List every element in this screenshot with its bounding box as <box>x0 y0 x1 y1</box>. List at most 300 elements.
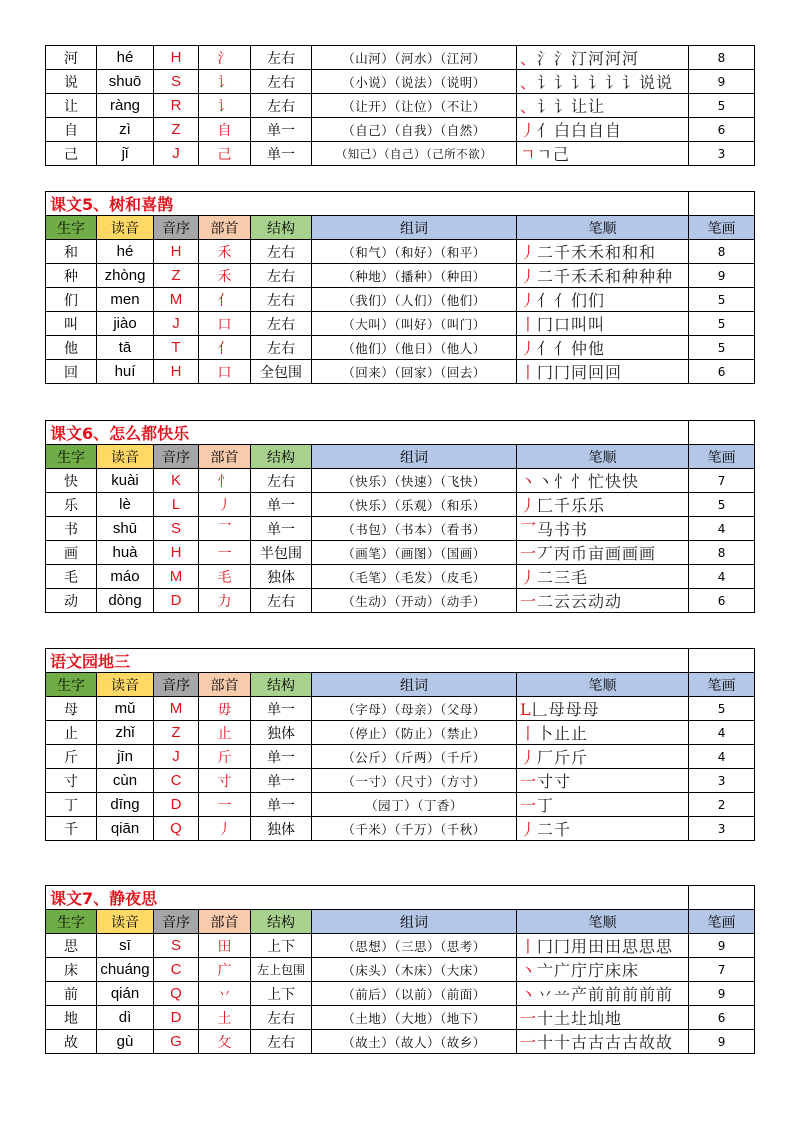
stroke-count-cell: 4 <box>689 517 755 541</box>
remaining-strokes: 马书书 <box>537 520 589 539</box>
pinyin-cell: gù <box>97 1030 154 1054</box>
char-cell: 寸 <box>46 769 97 793</box>
table-row <box>46 697 755 721</box>
initial-cell: Q <box>154 817 199 841</box>
char-cell: 床 <box>46 958 97 982</box>
stroke-order-cell <box>517 769 689 793</box>
radical-cell: 禾 <box>199 264 251 288</box>
initial-cell: T <box>154 336 199 360</box>
stroke-order-cell <box>517 793 689 817</box>
radical-cell: 丿 <box>199 817 251 841</box>
structure-cell: 左右 <box>251 589 312 613</box>
stroke-order-cell <box>517 288 689 312</box>
header-radical: 部首 <box>199 673 251 697</box>
words-cell: （山河）（河水）（江河） <box>312 46 517 70</box>
initial-cell: Z <box>154 118 199 142</box>
stroke-count-cell: 4 <box>689 745 755 769</box>
remaining-strokes: 二三毛 <box>537 568 589 587</box>
initial-cell: K <box>154 469 199 493</box>
initial-cell: H <box>154 46 199 70</box>
table-row <box>46 541 755 565</box>
structure-cell: 左右 <box>251 70 312 94</box>
first-stroke: 丿 <box>520 243 538 262</box>
first-stroke: 丿 <box>520 748 538 767</box>
char-cell: 丁 <box>46 793 97 817</box>
initial-cell: H <box>154 541 199 565</box>
first-stroke: 丶 <box>520 985 538 1004</box>
pinyin-cell: zhòng <box>97 264 154 288</box>
first-stroke: 丨 <box>520 724 538 743</box>
header-row <box>46 216 755 240</box>
pinyin-cell: shū <box>97 517 154 541</box>
first-stroke: 一 <box>520 1009 538 1028</box>
pinyin-cell: huí <box>97 360 154 384</box>
section-table-lesson7 <box>45 885 755 1054</box>
words-cell: （停止）（防止）（禁止） <box>312 721 517 745</box>
header-row <box>46 445 755 469</box>
pinyin-cell: men <box>97 288 154 312</box>
stroke-count-cell: 8 <box>689 46 755 70</box>
first-stroke: 一 <box>520 544 538 563</box>
header-words: 组词 <box>312 673 517 697</box>
words-cell: （书包）（书本）（看书） <box>312 517 517 541</box>
first-stroke: 、 <box>520 73 538 92</box>
char-cell: 乐 <box>46 493 97 517</box>
remaining-strokes: 二千禾禾和种种种 <box>537 267 674 286</box>
stroke-count-cell: 5 <box>689 288 755 312</box>
char-cell: 们 <box>46 288 97 312</box>
stroke-order-cell <box>517 817 689 841</box>
char-cell: 画 <box>46 541 97 565</box>
stroke-order-cell <box>517 934 689 958</box>
header-initial: 音序 <box>154 216 199 240</box>
header-pinyin: 读音 <box>97 445 154 469</box>
char-cell: 让 <box>46 94 97 118</box>
header-pinyin: 读音 <box>97 910 154 934</box>
header-pinyin: 读音 <box>97 216 154 240</box>
remaining-strokes: 二千 <box>537 820 572 839</box>
radical-cell: 土 <box>199 1006 251 1030</box>
initial-cell: J <box>154 142 199 166</box>
pinyin-cell: jǐ <box>97 142 154 166</box>
remaining-strokes: 二云云动动 <box>537 592 623 611</box>
initial-cell: Z <box>154 264 199 288</box>
words-cell: （故土）（故人）（故乡） <box>312 1030 517 1054</box>
char-cell: 自 <box>46 118 97 142</box>
stroke-order-cell <box>517 142 689 166</box>
pinyin-cell: dòng <box>97 589 154 613</box>
structure-cell: 单一 <box>251 517 312 541</box>
structure-cell: 单一 <box>251 793 312 817</box>
title-blank-cell <box>689 421 755 445</box>
header-char: 生字 <box>46 673 97 697</box>
structure-cell: 上下 <box>251 982 312 1006</box>
stroke-count-cell: 5 <box>689 493 755 517</box>
structure-cell: 左右 <box>251 46 312 70</box>
stroke-count-cell: 5 <box>689 336 755 360</box>
remaining-strokes: 十土圵圸地 <box>537 1009 623 1028</box>
structure-cell: 左右 <box>251 312 312 336</box>
pinyin-cell: qiān <box>97 817 154 841</box>
remaining-strokes: 氵氵汀河河河 <box>537 49 640 68</box>
first-stroke: 丿 <box>520 121 538 140</box>
table-row <box>46 565 755 589</box>
remaining-strokes: 卜止止 <box>537 724 589 743</box>
radical-cell: 毛 <box>199 565 251 589</box>
remaining-strokes: 𠃊母母母 <box>531 700 600 719</box>
stroke-count-cell: 4 <box>689 721 755 745</box>
title-blank-cell <box>689 649 755 673</box>
initial-cell: C <box>154 958 199 982</box>
words-cell: （种地）（播种）（种田） <box>312 264 517 288</box>
table-row <box>46 312 755 336</box>
table-row <box>46 70 755 94</box>
initial-cell: J <box>154 745 199 769</box>
remaining-strokes: 讠讠讠讠讠讠说说 <box>537 73 674 92</box>
first-stroke: 一 <box>520 1033 538 1052</box>
stroke-order-cell <box>517 745 689 769</box>
stroke-order-cell <box>517 336 689 360</box>
header-initial: 音序 <box>154 673 199 697</box>
initial-cell: M <box>154 697 199 721</box>
table-row <box>46 469 755 493</box>
header-words: 组词 <box>312 445 517 469</box>
structure-cell: 全包围 <box>251 360 312 384</box>
radical-cell: 一 <box>199 541 251 565</box>
stroke-order-cell <box>517 541 689 565</box>
char-cell: 前 <box>46 982 97 1006</box>
table-row <box>46 264 755 288</box>
stroke-order-cell <box>517 493 689 517</box>
stroke-order-cell <box>517 589 689 613</box>
stroke-count-cell: 8 <box>689 541 755 565</box>
header-words: 组词 <box>312 216 517 240</box>
radical-cell: 讠 <box>199 70 251 94</box>
header-stroke-count: 笔画 <box>689 216 755 240</box>
header-structure: 结构 <box>251 216 312 240</box>
words-cell: （我们）（人们）（他们） <box>312 288 517 312</box>
structure-cell: 独体 <box>251 565 312 589</box>
words-cell: （公斤）（斤两）（千斤） <box>312 745 517 769</box>
radical-cell: 广 <box>199 958 251 982</box>
table-row <box>46 493 755 517</box>
first-stroke: 乛 <box>520 520 538 539</box>
first-stroke: 丨 <box>520 937 538 956</box>
stroke-order-cell <box>517 46 689 70</box>
radical-cell: 丷 <box>199 982 251 1006</box>
initial-cell: G <box>154 1030 199 1054</box>
pinyin-cell: huà <box>97 541 154 565</box>
stroke-count-cell: 6 <box>689 118 755 142</box>
remaining-strokes: ㄱ己 <box>536 145 570 164</box>
stroke-order-cell <box>517 94 689 118</box>
table-row <box>46 1006 755 1030</box>
header-stroke-count: 笔画 <box>689 445 755 469</box>
stroke-count-cell: 6 <box>689 1006 755 1030</box>
table-top <box>45 45 755 166</box>
stroke-count-cell: 8 <box>689 240 755 264</box>
initial-cell: M <box>154 288 199 312</box>
words-cell: （知己）（自己）（己所不欲） <box>312 142 517 166</box>
table-row <box>46 745 755 769</box>
remaining-strokes: 丷䒑产前前前前前 <box>537 985 674 1004</box>
header-stroke-order: 笔顺 <box>517 445 689 469</box>
first-stroke: ㄱ <box>520 145 537 164</box>
structure-cell: 单一 <box>251 769 312 793</box>
radical-cell: 力 <box>199 589 251 613</box>
stroke-order-cell <box>517 240 689 264</box>
pinyin-cell: ràng <box>97 94 154 118</box>
header-initial: 音序 <box>154 445 199 469</box>
table-row <box>46 517 755 541</box>
header-structure: 结构 <box>251 673 312 697</box>
words-cell: （前后）（以前）（前面） <box>312 982 517 1006</box>
stroke-order-cell <box>517 517 689 541</box>
first-stroke: 丶 <box>520 961 538 980</box>
radical-cell: 忄 <box>199 469 251 493</box>
words-cell: （和气）（和好）（和平） <box>312 240 517 264</box>
stroke-order-cell <box>517 565 689 589</box>
char-cell: 河 <box>46 46 97 70</box>
pinyin-cell: shuō <box>97 70 154 94</box>
stroke-count-cell: 6 <box>689 360 755 384</box>
table-row <box>46 288 755 312</box>
remaining-strokes: 冂口叫叫 <box>537 315 606 334</box>
first-stroke: 丨 <box>520 363 538 382</box>
pinyin-cell: tā <box>97 336 154 360</box>
structure-cell: 左右 <box>251 240 312 264</box>
words-cell: （他们）（他日）（他人） <box>312 336 517 360</box>
pinyin-cell: zhǐ <box>97 721 154 745</box>
stroke-order-cell <box>517 469 689 493</box>
pinyin-cell: kuài <box>97 469 154 493</box>
words-cell: （回来）（回家）（回去） <box>312 360 517 384</box>
header-pinyin: 读音 <box>97 673 154 697</box>
stroke-count-cell: 5 <box>689 94 755 118</box>
initial-cell: D <box>154 793 199 817</box>
radical-cell: 丿 <box>199 493 251 517</box>
header-radical: 部首 <box>199 910 251 934</box>
stroke-count-cell: 4 <box>689 565 755 589</box>
char-cell: 和 <box>46 240 97 264</box>
structure-cell: 半包围 <box>251 541 312 565</box>
table-row <box>46 240 755 264</box>
stroke-order-cell <box>517 312 689 336</box>
structure-cell: 左右 <box>251 336 312 360</box>
section-title-row <box>46 649 755 673</box>
remaining-strokes: 匚千乐乐 <box>537 496 606 515</box>
pinyin-cell: dīng <box>97 793 154 817</box>
table-row <box>46 769 755 793</box>
pinyin-cell: hé <box>97 46 154 70</box>
stroke-order-cell <box>517 1030 689 1054</box>
header-radical: 部首 <box>199 216 251 240</box>
table-row <box>46 336 755 360</box>
radical-cell: 田 <box>199 934 251 958</box>
words-cell: （快乐）（乐观）（和乐） <box>312 493 517 517</box>
first-stroke: 、 <box>520 49 538 68</box>
header-char: 生字 <box>46 910 97 934</box>
radical-cell: 亻 <box>199 288 251 312</box>
header-words: 组词 <box>312 910 517 934</box>
remaining-strokes: 亠广庁庁床床 <box>537 961 640 980</box>
header-stroke-count: 笔画 <box>689 910 755 934</box>
remaining-strokes: 丆丙币亩画画画 <box>537 544 657 563</box>
pinyin-cell: jiào <box>97 312 154 336</box>
words-cell: （大叫）（叫好）（叫门） <box>312 312 517 336</box>
remaining-strokes: 厂斤斤 <box>537 748 589 767</box>
radical-cell: 己 <box>199 142 251 166</box>
radical-cell: 寸 <box>199 769 251 793</box>
initial-cell: R <box>154 94 199 118</box>
initial-cell: M <box>154 565 199 589</box>
table-row <box>46 934 755 958</box>
header-structure: 结构 <box>251 910 312 934</box>
remaining-strokes: 亻白白自自 <box>537 121 623 140</box>
char-cell: 回 <box>46 360 97 384</box>
stroke-count-cell: 9 <box>689 264 755 288</box>
char-cell: 种 <box>46 264 97 288</box>
char-cell: 毛 <box>46 565 97 589</box>
title-blank-cell <box>689 886 755 910</box>
char-cell: 故 <box>46 1030 97 1054</box>
stroke-count-cell: 5 <box>689 312 755 336</box>
char-cell: 叫 <box>46 312 97 336</box>
pinyin-cell: cùn <box>97 769 154 793</box>
section-title-row <box>46 421 755 445</box>
radical-cell: 止 <box>199 721 251 745</box>
stroke-count-cell: 9 <box>689 1030 755 1054</box>
stroke-count-cell: 9 <box>689 70 755 94</box>
header-char: 生字 <box>46 445 97 469</box>
radical-cell: 亻 <box>199 336 251 360</box>
char-cell: 他 <box>46 336 97 360</box>
initial-cell: S <box>154 934 199 958</box>
radical-cell: 禾 <box>199 240 251 264</box>
remaining-strokes: 十十古古古古故故 <box>537 1033 674 1052</box>
char-cell: 动 <box>46 589 97 613</box>
char-cell: 母 <box>46 697 97 721</box>
words-cell: （一寸）（尺寸）（方寸） <box>312 769 517 793</box>
initial-cell: Q <box>154 982 199 1006</box>
stroke-order-cell <box>517 982 689 1006</box>
header-row <box>46 910 755 934</box>
header-radical: 部首 <box>199 445 251 469</box>
char-cell: 己 <box>46 142 97 166</box>
pinyin-cell: chuáng <box>97 958 154 982</box>
first-stroke: 丨 <box>520 315 538 334</box>
structure-cell: 左右 <box>251 264 312 288</box>
initial-cell: D <box>154 1006 199 1030</box>
table-row <box>46 982 755 1006</box>
stroke-order-cell <box>517 958 689 982</box>
words-cell: （小说）（说法）（说明） <box>312 70 517 94</box>
first-stroke: 丿 <box>520 291 538 310</box>
header-structure: 结构 <box>251 445 312 469</box>
header-stroke-order: 笔顺 <box>517 216 689 240</box>
structure-cell: 左右 <box>251 1030 312 1054</box>
radical-cell: 口 <box>199 312 251 336</box>
pinyin-cell: qián <box>97 982 154 1006</box>
words-cell: （让开）（让位）（不让） <box>312 94 517 118</box>
words-cell: （园丁）（丁香） <box>312 793 517 817</box>
char-cell: 书 <box>46 517 97 541</box>
words-cell: （毛笔）（毛发）（皮毛） <box>312 565 517 589</box>
stroke-count-cell: 3 <box>689 817 755 841</box>
remaining-strokes: 丁 <box>537 796 555 815</box>
structure-cell: 上下 <box>251 934 312 958</box>
table-row <box>46 958 755 982</box>
stroke-order-cell <box>517 360 689 384</box>
initial-cell: C <box>154 769 199 793</box>
char-cell: 思 <box>46 934 97 958</box>
first-stroke: 一 <box>520 592 538 611</box>
stroke-order-cell <box>517 118 689 142</box>
remaining-strokes: 亻亻仲他 <box>537 339 606 358</box>
initial-cell: Z <box>154 721 199 745</box>
words-cell: （思想）（三思）（思考） <box>312 934 517 958</box>
table-row <box>46 360 755 384</box>
words-cell: （快乐）（快速）（飞快） <box>312 469 517 493</box>
remaining-strokes: 丶忄忄忙快快 <box>537 472 640 491</box>
stroke-count-cell: 7 <box>689 469 755 493</box>
section-table-lesson5 <box>45 191 755 384</box>
header-char: 生字 <box>46 216 97 240</box>
stroke-count-cell: 2 <box>689 793 755 817</box>
structure-cell: 左上包围 <box>251 958 312 982</box>
table-row <box>46 46 755 70</box>
remaining-strokes: 冂冂同回回 <box>537 363 623 382</box>
section-title-row <box>46 886 755 910</box>
first-stroke: 一 <box>520 772 538 791</box>
char-cell: 快 <box>46 469 97 493</box>
table-row <box>46 721 755 745</box>
stroke-order-cell <box>517 264 689 288</box>
pinyin-cell: mǔ <box>97 697 154 721</box>
initial-cell: H <box>154 360 199 384</box>
section-title: 语文园地三 <box>46 649 689 673</box>
first-stroke: 、 <box>520 97 538 116</box>
structure-cell: 左右 <box>251 469 312 493</box>
pinyin-cell: zì <box>97 118 154 142</box>
remaining-strokes: 亻亻们们 <box>537 291 606 310</box>
first-stroke: 丿 <box>520 820 538 839</box>
first-stroke: 丿 <box>520 339 538 358</box>
structure-cell: 单一 <box>251 745 312 769</box>
pinyin-cell: lè <box>97 493 154 517</box>
radical-cell: 口 <box>199 360 251 384</box>
section-title-row <box>46 192 755 216</box>
char-cell: 斤 <box>46 745 97 769</box>
pinyin-cell: jīn <box>97 745 154 769</box>
words-cell: （千米）（千万）（千秋） <box>312 817 517 841</box>
title-blank-cell <box>689 192 755 216</box>
pinyin-cell: máo <box>97 565 154 589</box>
first-stroke: 丿 <box>520 267 538 286</box>
section-table-garden3 <box>45 648 755 841</box>
initial-cell: S <box>154 517 199 541</box>
header-row <box>46 673 755 697</box>
remaining-strokes: 讠讠让让 <box>537 97 606 116</box>
section-table-lesson6 <box>45 420 755 613</box>
structure-cell: 单一 <box>251 118 312 142</box>
stroke-order-cell <box>517 697 689 721</box>
section-title: 课文6、怎么都快乐 <box>46 421 689 445</box>
structure-cell: 左右 <box>251 288 312 312</box>
first-stroke: 一 <box>520 796 538 815</box>
initial-cell: L <box>154 493 199 517</box>
words-cell: （土地）（大地）（地下） <box>312 1006 517 1030</box>
